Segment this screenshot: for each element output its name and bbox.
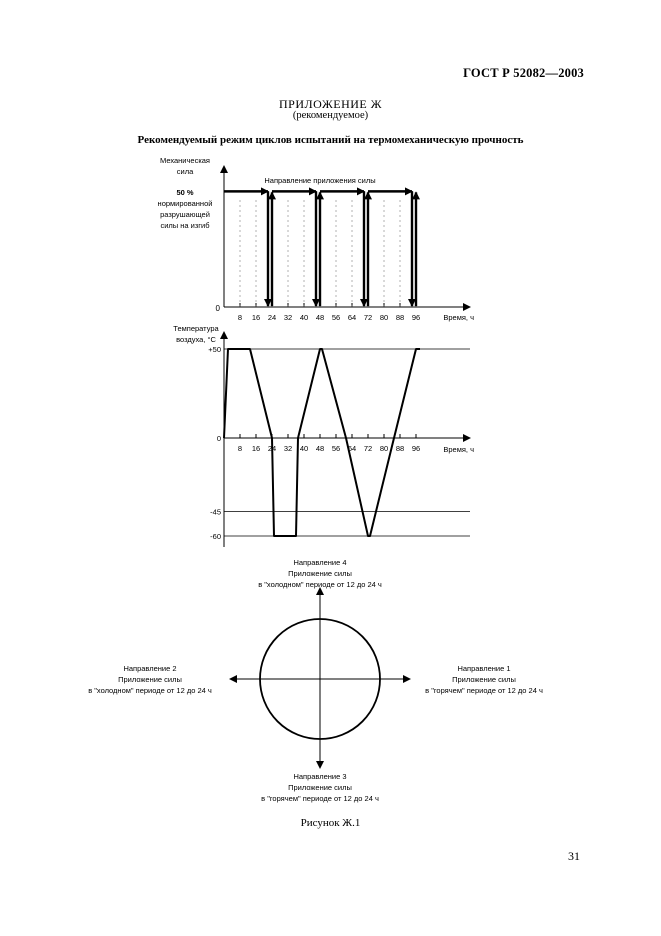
temp-x-tick-label: 88 [395,444,405,453]
temp-x-tick-label: 8 [237,444,243,453]
force-direction-diagram [88,558,543,803]
temp-y-label-line2: воздуха, °С [176,335,216,344]
direction-1-line3: в "горячем" периоде от 12 до 24 ч [425,686,543,695]
temp-x-tick-label: 32 [283,444,293,453]
page-number: 31 [568,849,580,863]
force-x-tick-label: 88 [395,313,405,322]
force-y-label-line1: Механическая [159,156,211,165]
force-x-tick-label: 56 [331,313,341,322]
force-level-label-line1: 50 % [176,188,194,197]
force-x-tick-label: 80 [379,313,389,322]
force-x-tick-label: 8 [237,313,243,322]
temp-x-tick-label: 24 [267,444,277,453]
direction-2-line3: в "холодном" периоде от 12 до 24 ч [88,686,212,695]
direction-3-title: Направление 3 [293,772,347,781]
force-level-label-line3: разрушающей [160,210,210,219]
figure-caption: Рисунок Ж.1 [300,817,361,829]
temp-x-tick-label: 96 [411,444,421,453]
direction-1-line2: Приложение силы [452,675,516,684]
force-chart [158,156,475,322]
force-x-tick-label: 96 [411,313,421,322]
direction-3-line3: в "горячем" периоде от 12 до 24 ч [261,794,379,803]
temp-y-tick-label: -60 [210,532,221,541]
temp-x-tick-label: 16 [251,444,261,453]
temp-y-tick-label: -45 [210,507,221,517]
force-x-tick-label: 40 [299,313,309,322]
temp-x-tick-label: 56 [331,444,341,453]
temp-x-tick-label: 64 [347,444,357,453]
temp-x-tick-label: 72 [363,444,373,453]
force-direction-annotation: Направление приложения силы [264,176,376,185]
temp-y-label-line1: Температура [173,324,219,333]
direction-3-line2: Приложение силы [288,783,352,792]
force-x-tick-label: 72 [363,313,373,322]
temperature-series-line [224,349,420,536]
force-level-label-line2: нормированной [157,199,213,208]
temp-x-tick-label: 40 [299,444,309,453]
direction-4-title: Направление 4 [293,558,347,567]
temp-y-tick-label: 0 [216,434,221,443]
force-x-label: Время, ч [443,313,474,322]
direction-2-line2: Приложение силы [118,675,182,684]
appendix-title: ПРИЛОЖЕНИЕ Ж [278,97,382,111]
force-y-label-line2: сила [176,167,194,176]
force-level-label-line4: силы на изгиб [160,221,210,230]
appendix-subtitle: (рекомендуемое) [292,110,369,121]
force-x-tick-label: 64 [347,313,357,322]
force-y-zero-label: 0 [215,304,220,313]
document-header: ГОСТ Р 52082—2003 [463,66,584,80]
temp-x-label: Время, ч [443,445,474,454]
force-x-tick-label: 24 [267,313,277,322]
temp-x-tick-label: 80 [379,444,389,453]
temperature-chart [173,324,474,547]
direction-4-line2: Приложение силы [288,569,352,578]
direction-4-line3: в "холодном" периоде от 12 до 24 ч [258,580,382,589]
force-x-tick-label: 48 [315,313,325,322]
direction-1-title: Направление 1 [457,664,511,673]
force-x-tick-label: 16 [251,313,261,322]
force-x-tick-label: 32 [283,313,293,322]
temp-x-tick-label: 48 [315,444,325,453]
figure-heading: Рекомендуемый режим циклов испытаний на термомеханическую прочность [137,134,524,146]
direction-2-title: Направление 2 [123,664,177,673]
temp-y-tick-label: +50 [208,345,221,354]
